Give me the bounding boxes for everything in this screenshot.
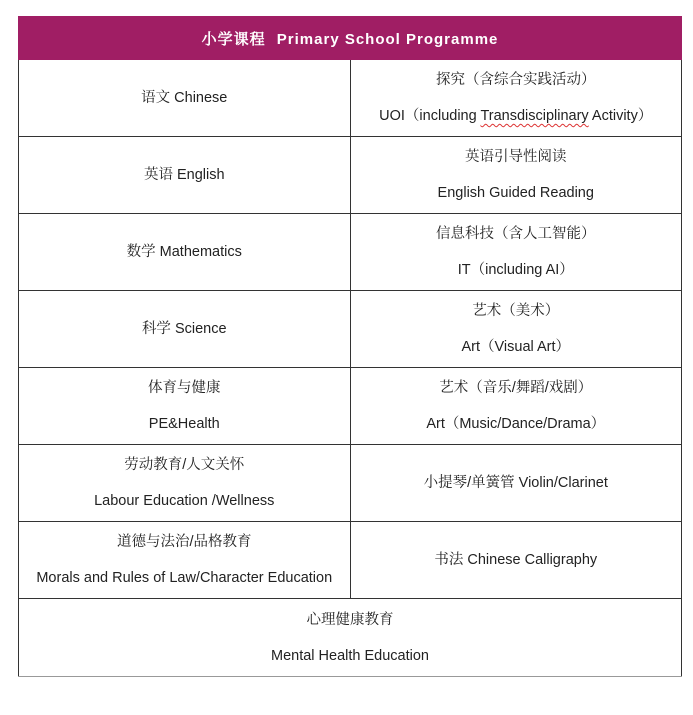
table-row (19, 445, 682, 522)
subject-cell (19, 368, 351, 445)
subject-cell-full (19, 599, 682, 677)
subject-cell (350, 60, 682, 137)
subject-cell (19, 137, 351, 214)
subject-cell (350, 445, 682, 522)
table-row (19, 137, 682, 214)
subject-label-zh: 劳动教育/人文关怀 (124, 457, 245, 473)
subject-label-en: Morals and Rules of Law/Character Education (36, 570, 333, 586)
subject-label: 科学 Science (141, 321, 227, 337)
subject-cell (19, 522, 351, 599)
subject-label: 书法 Chinese Calligraphy (434, 552, 598, 568)
subject-label-en: Art（Visual Art） (461, 339, 571, 355)
subject-label-en (351, 98, 682, 134)
subject-label-zh: 艺术（美术） (472, 303, 560, 319)
subject-label-en: Labour Education /Wellness (94, 493, 275, 509)
table-title (19, 17, 682, 60)
subject-label-zh: 英语引导性阅读 (465, 149, 567, 165)
subject-cell (350, 214, 682, 291)
table-row (19, 60, 682, 137)
subject-label-en: English Guided Reading (437, 185, 594, 201)
uoi-suffix: Activity） (588, 108, 653, 124)
subject-label-zh: 体育与健康 (148, 380, 221, 396)
table-row (19, 214, 682, 291)
subject-label-zh: 信息科技（含人工智能） (436, 226, 596, 242)
subject-label-en: Art（Music/Dance/Drama） (426, 416, 606, 432)
table-row (19, 522, 682, 599)
subject-label-zh: 道德与法治/品格教育 (116, 534, 252, 550)
subject-cell (19, 445, 351, 522)
table-header-row (19, 17, 682, 60)
title-zh: 小学课程 (201, 30, 266, 48)
subject-label-zh: 探究（含综合实践活动） (436, 72, 596, 88)
subject-label-en: Mental Health Education (271, 647, 429, 664)
subject-label: 英语 English (143, 167, 225, 183)
subject-label-en: PE&Health (148, 416, 220, 432)
curriculum-table (18, 16, 682, 677)
subject-cell (350, 137, 682, 214)
subject-label: 小提琴/单簧管 Violin/Clarinet (423, 475, 608, 491)
table-row (19, 291, 682, 368)
subject-cell (350, 291, 682, 368)
title-en: Primary School Programme (276, 30, 499, 48)
subject-label-en: IT（including AI） (457, 262, 574, 278)
subject-cell (19, 60, 351, 137)
subject-cell (19, 214, 351, 291)
subject-label-zh: 心理健康教育 (306, 611, 394, 628)
subject-label: 语文 Chinese (141, 90, 228, 106)
subject-label: 数学 Mathematics (126, 244, 242, 260)
uoi-prefix: UOI（including (379, 108, 481, 124)
spellcheck-flagged-word: Transdisciplinary (480, 108, 589, 124)
subject-cell (19, 291, 351, 368)
subject-cell (350, 522, 682, 599)
subject-cell (350, 368, 682, 445)
table-row (19, 368, 682, 445)
curriculum-table-wrapper (18, 16, 682, 677)
subject-label-zh: 艺术（音乐/舞蹈/戏剧） (439, 380, 593, 396)
table-row-full (19, 599, 682, 677)
